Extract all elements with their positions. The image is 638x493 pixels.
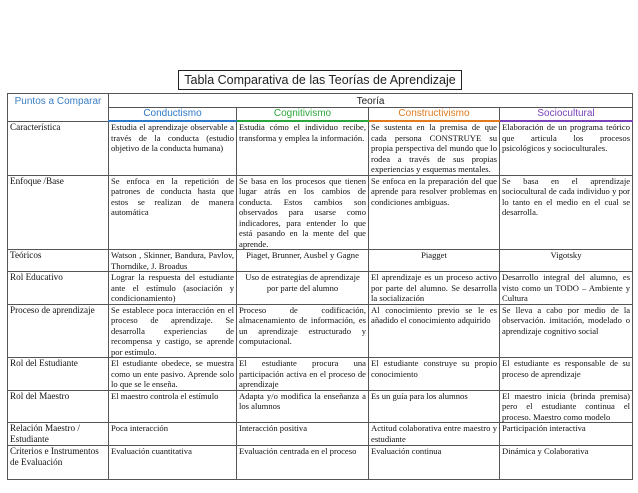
row-label: Rol Educativo [8, 272, 109, 305]
table-cell: Evaluación continua [369, 446, 500, 480]
table-cell: Estudia cómo el individuo recibe, transforma y emplea la información. [237, 121, 369, 175]
table-cell: Piaget, Brunner, Ausbel y Gagne [237, 250, 369, 272]
table-cell: Evaluación cuantitativa [109, 446, 237, 480]
table-cell: Se basa en los procesos que tienen lugar atrás en los cambios de conducta. Estos cambios son observados para usarse como indicadores, para entender lo que está pasando en la mente del que aprende. [237, 175, 369, 250]
table-cell: Actitud colaborativa entre maestro y estudiante [369, 423, 500, 446]
document-title: Tabla Comparativa de las Teorías de Aprendizaje [178, 70, 462, 90]
table-cell: El estudiante construye su propio conocimiento [369, 358, 500, 391]
table-cell: Se establece poca interacción en el proceso de aprendizaje. Se desarrolla experiencias de recompensa y castigo, se aprende por estímulo. [109, 304, 237, 358]
table-row [8, 175, 633, 250]
corner-header: Puntos a Comparar [8, 94, 109, 122]
table-cell: Poca interacción [109, 423, 237, 446]
row-label: Teóricos [8, 250, 109, 272]
table-cell: El maestro controla el estímulo [109, 390, 237, 423]
table-cell: El estudiante obedece, se muestra como un ente pasivo. Aprende solo lo que se le enseña. [109, 358, 237, 391]
table-row [8, 121, 633, 175]
table-cell: Se sustenta en la premisa de que cada persona CONSTRUYE su propia perspectiva del mundo que lo rodea a través de sus propias experiencias y esquemas mentales. [369, 121, 500, 175]
table-cell: El aprendizaje es un proceso activo por parte del alumno. Se desarrolla la socialización [369, 272, 500, 305]
table-row [8, 272, 633, 305]
theory-header-conductismo: Conductismo [109, 108, 237, 122]
row-label: Característica [8, 121, 109, 175]
row-label: Enfoque /Base [8, 175, 109, 250]
row-label: Criterios e Instrumentos de Evaluación [8, 446, 109, 480]
theory-header-constructivismo: Constructivismo [369, 108, 500, 122]
table-cell: Desarrollo integral del alumno, es visto como un TODO – Ambiente y Cultura [500, 272, 633, 305]
table-cell: Es un guía para los alumnos [369, 390, 500, 423]
theory-header-cognitivismo: Cognitivismo [237, 108, 369, 122]
table-cell: Uso de estrategias de aprendizaje por parte del alumno [237, 272, 369, 305]
table-cell: Elaboración de un programa teórico que articula los procesos psicológicos y socioculturales. [500, 121, 633, 175]
table-cell: Evaluación centrada en el proceso [237, 446, 369, 480]
table-row [8, 390, 633, 423]
table-row [8, 446, 633, 480]
table-cell: Dinámica y Colaborativa [500, 446, 633, 480]
table-cell: El maestro inicia (brinda premisa) pero el estudiante continua el proceso. Maestro como modelo [500, 390, 633, 423]
table-row [8, 358, 633, 391]
table-row [8, 250, 633, 272]
table-cell: Al conocimiento previo se le es añadido el conocimiento adquirido [369, 304, 500, 358]
table-cell: Estudia el aprendizaje observable a través de la conducta (estudio objetivo de la conducta humana) [109, 121, 237, 175]
table-cell: Vigotsky [500, 250, 633, 272]
table-cell: Proceso de codificación, almacenamiento de información, es un aprendizaje estructurado y computacional. [237, 304, 369, 358]
header-row-group [8, 94, 633, 108]
table-row [8, 423, 633, 446]
table-row [8, 304, 633, 358]
theory-group-header: Teoría [109, 94, 633, 108]
table-cell: Se basa en el aprendizaje sociocultural de cada individuo y por lo tanto en el medio en el cual se desarrolla. [500, 175, 633, 250]
row-label: Rol del Estudiante [8, 358, 109, 391]
row-label: Relación Maestro / Estudiante [8, 423, 109, 446]
table-cell: Se lleva a cabo por medio de la observación. imitación, modelado o aprendizaje cognitivo social [500, 304, 633, 358]
row-label: Proceso de aprendizaje [8, 304, 109, 358]
table-cell: Se enfoca en la preparación del que aprende para resolver problemas en condiciones ambiguas. [369, 175, 500, 250]
comparison-table [7, 93, 633, 480]
table-cell: Adapta y/o modifica la enseñanza a los alumnos [237, 390, 369, 423]
table-cell: Se enfoca en la repetición de patrones de conducta hasta que estos se realizan de manera automática [109, 175, 237, 250]
table-cell: Lograr la respuesta del estudiante ante el estímulo (asociación y condicionamiento) [109, 272, 237, 305]
table-cell: Piagget [369, 250, 500, 272]
table-cell: El estudiante procura una participación activa en el proceso de aprendizaje [237, 358, 369, 391]
table-cell: Watson , Skinner, Bandura, Pavlov, Thorndike, J. Broadus [109, 250, 237, 272]
row-label: Rol del Maestro [8, 390, 109, 423]
table-cell: Participación interactiva [500, 423, 633, 446]
table-cell: El estudiante es responsable de su proceso de aprendizaje [500, 358, 633, 391]
theory-header-sociocultural: Sociocultural [500, 108, 633, 122]
table-cell: Interacción positiva [237, 423, 369, 446]
